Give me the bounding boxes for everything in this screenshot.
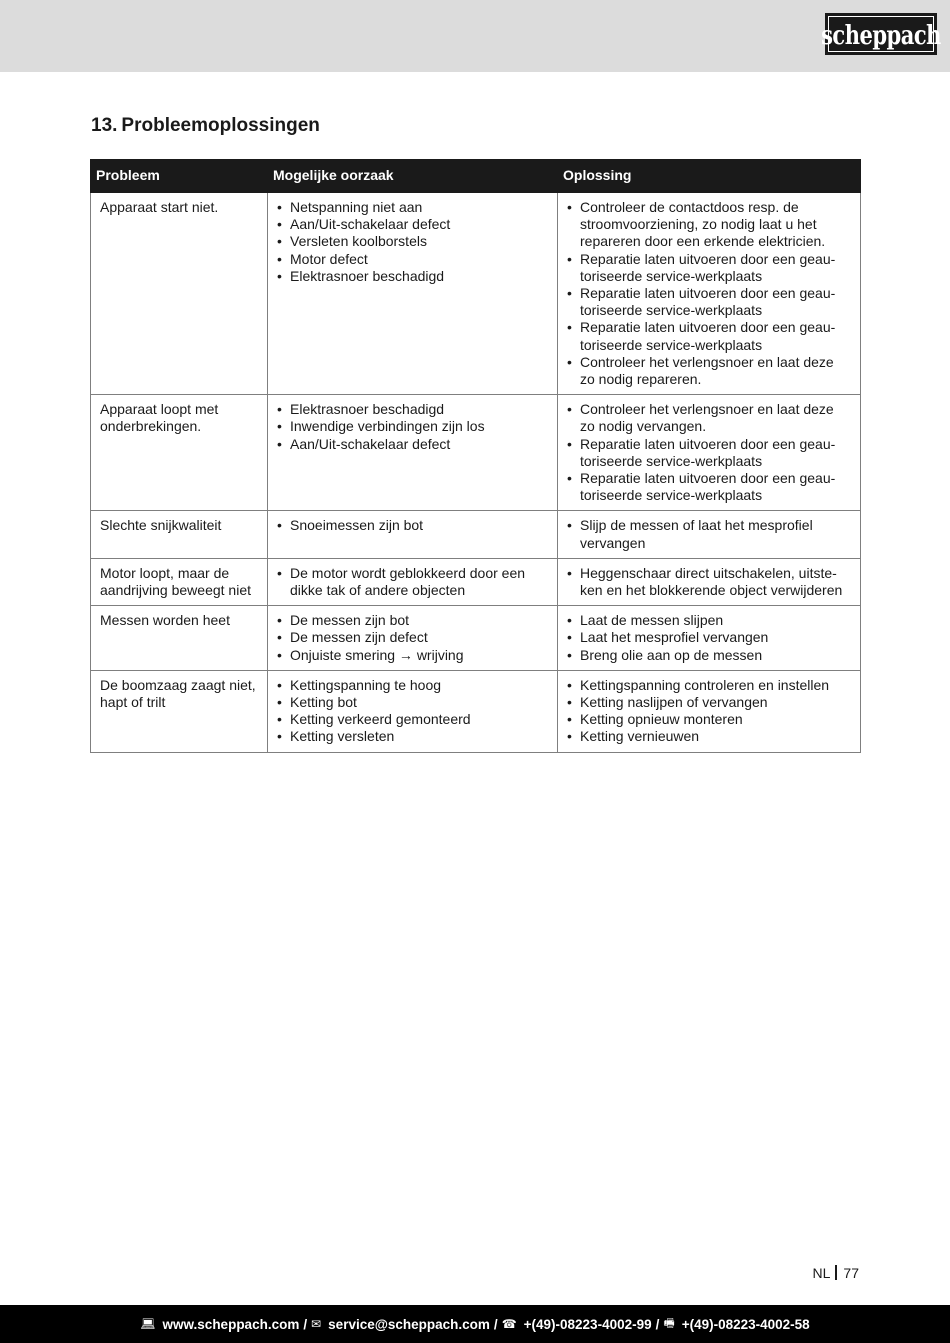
cause-item: • De messen zijn bot xyxy=(277,612,548,629)
solution-list xyxy=(567,199,851,388)
page-lang: NL xyxy=(812,1265,831,1281)
cause-item: • Ketting bot xyxy=(277,694,548,711)
problem-cell: Motor loopt, maar de aandrijving beweegt niet xyxy=(91,558,268,605)
table-row xyxy=(91,193,861,395)
footer-bar xyxy=(0,1305,950,1343)
cause-item: • Elektrasnoer beschadigd xyxy=(277,401,548,418)
solution-item: • Kettingspanning controleren en instellen xyxy=(567,677,851,694)
cause-list xyxy=(277,677,548,746)
table-row xyxy=(91,606,861,671)
footer-separator: / xyxy=(655,1316,660,1332)
table-body xyxy=(91,193,861,753)
solution-item: • Reparatie laten uitvoeren door een geau-toriseerde service-werkplaats xyxy=(567,436,851,470)
problem-cell: Messen worden heet xyxy=(91,606,268,671)
solution-item: • Breng olie aan op de messen xyxy=(567,647,851,664)
cause-item: • Motor defect xyxy=(277,251,548,268)
cause-cell xyxy=(268,606,558,671)
solution-item: • Reparatie laten uitvoeren door een geau-toriseerde service-werkplaats xyxy=(567,470,851,504)
solution-cell xyxy=(558,395,861,511)
page-number xyxy=(813,1265,859,1281)
solution-cell xyxy=(558,193,861,395)
solution-cell xyxy=(558,606,861,671)
solution-item: • Ketting vernieuwen xyxy=(567,728,851,745)
solution-cell xyxy=(558,558,861,605)
cause-item: • Snoeimessen zijn bot xyxy=(277,517,548,534)
footer-website[interactable]: www.scheppach.com xyxy=(162,1316,300,1332)
footer-phone: +(49)-08223-4002-99 xyxy=(523,1316,652,1332)
table-header-row xyxy=(91,160,861,193)
cause-list xyxy=(277,401,548,453)
problem-cell: Apparaat loopt met onderbrekingen. xyxy=(91,395,268,511)
cause-item: • De messen zijn defect xyxy=(277,629,548,646)
cause-item: • De motor wordt geblokkeerd door een dikke tak of andere objecten xyxy=(277,565,548,599)
solution-item: • Reparatie laten uitvoeren door een geau-toriseerde service-werkplaats xyxy=(567,285,851,319)
cause-cell xyxy=(268,193,558,395)
solution-list xyxy=(567,517,851,551)
solution-item: • Laat het mesprofiel vervangen xyxy=(567,629,851,646)
header-cause: Mogelijke oorzaak xyxy=(268,160,558,193)
section-title-text: Probleemoplossingen xyxy=(121,115,320,136)
solution-item: • Ketting naslijpen of vervangen xyxy=(567,694,851,711)
footer-email[interactable]: service@scheppach.com xyxy=(328,1316,490,1332)
cause-item: • Inwendige verbindingen zijn los xyxy=(277,418,548,435)
table-row xyxy=(91,558,861,605)
table-row xyxy=(91,511,861,558)
page-number-value: 77 xyxy=(843,1265,859,1281)
solution-item: • Controleer het verlengsnoer en laat deze zo nodig vervangen. xyxy=(567,401,851,435)
solution-item: • Slijp de messen of laat het mesprofiel vervangen xyxy=(567,517,851,551)
header-problem: Probleem xyxy=(91,160,268,193)
solution-item: • Laat de messen slijpen xyxy=(567,612,851,629)
cause-list xyxy=(277,517,548,534)
header-solution: Oplossing xyxy=(558,160,861,193)
cause-item: • Ketting versleten xyxy=(277,728,548,745)
table-row xyxy=(91,670,861,752)
cause-cell xyxy=(268,670,558,752)
table-row xyxy=(91,395,861,511)
cause-item: • Versleten koolborstels xyxy=(277,233,548,250)
solution-item: • Reparatie laten uitvoeren door een geau-toriseerde service-werkplaats xyxy=(567,251,851,285)
cause-list xyxy=(277,199,548,285)
solution-list xyxy=(567,565,851,599)
cause-item: • Kettingspanning te hoog xyxy=(277,677,548,694)
solution-item: • Controleer het verlengsnoer en laat deze zo nodig repareren. xyxy=(567,354,851,388)
section-title xyxy=(91,115,320,137)
solution-list xyxy=(567,677,851,746)
footer-separator: / xyxy=(303,1316,308,1332)
cause-cell xyxy=(268,395,558,511)
cause-list xyxy=(277,612,548,664)
cause-item: • Ketting verkeerd gemonteerd xyxy=(277,711,548,728)
footer-fax: +(49)-08223-4002-58 xyxy=(681,1316,810,1332)
solution-cell xyxy=(558,670,861,752)
page-number-divider xyxy=(835,1265,837,1280)
troubleshooting-table xyxy=(90,159,861,753)
fax-icon: 🖷︎ xyxy=(663,1315,675,1330)
problem-cell: Slechte snijkwaliteit xyxy=(91,511,268,558)
cause-item: • Netspanning niet aan xyxy=(277,199,548,216)
header-band xyxy=(0,0,950,72)
scheppach-logo: scheppach xyxy=(825,13,937,55)
cause-item: • Aan/Uit-schakelaar defect xyxy=(277,436,548,453)
section-number: 13. xyxy=(91,115,118,136)
cause-item: • Elektrasnoer beschadigd xyxy=(277,268,548,285)
computer-icon: 💻︎ xyxy=(140,1317,156,1331)
problem-cell: Apparaat start niet. xyxy=(91,193,268,395)
cause-cell xyxy=(268,558,558,605)
solution-item: • Controleer de contactdoos resp. de stroomvoorziening, zo nodig laat u het repareren door een erkende elektricien. xyxy=(567,199,851,251)
cause-cell xyxy=(268,511,558,558)
envelope-icon: ✉︎ xyxy=(311,1317,322,1331)
telephone-icon: ☎︎ xyxy=(501,1317,517,1331)
solution-list xyxy=(567,612,851,664)
cause-item: • Aan/Uit-schakelaar defect xyxy=(277,216,548,233)
cause-list xyxy=(277,565,548,599)
solution-cell xyxy=(558,511,861,558)
problem-cell: De boomzaag zaagt niet, hapt of trilt xyxy=(91,670,268,752)
solution-item: • Heggenschaar direct uitschakelen, uitste-ken en het blokkerende object verwijderen xyxy=(567,565,851,599)
solution-item: • Ketting opnieuw monteren xyxy=(567,711,851,728)
solution-list xyxy=(567,401,851,504)
cause-item: • Onjuiste smering → wrijving xyxy=(277,647,548,664)
solution-item: • Reparatie laten uitvoeren door een geau-toriseerde service-werkplaats xyxy=(567,319,851,353)
footer-separator: / xyxy=(493,1316,498,1332)
